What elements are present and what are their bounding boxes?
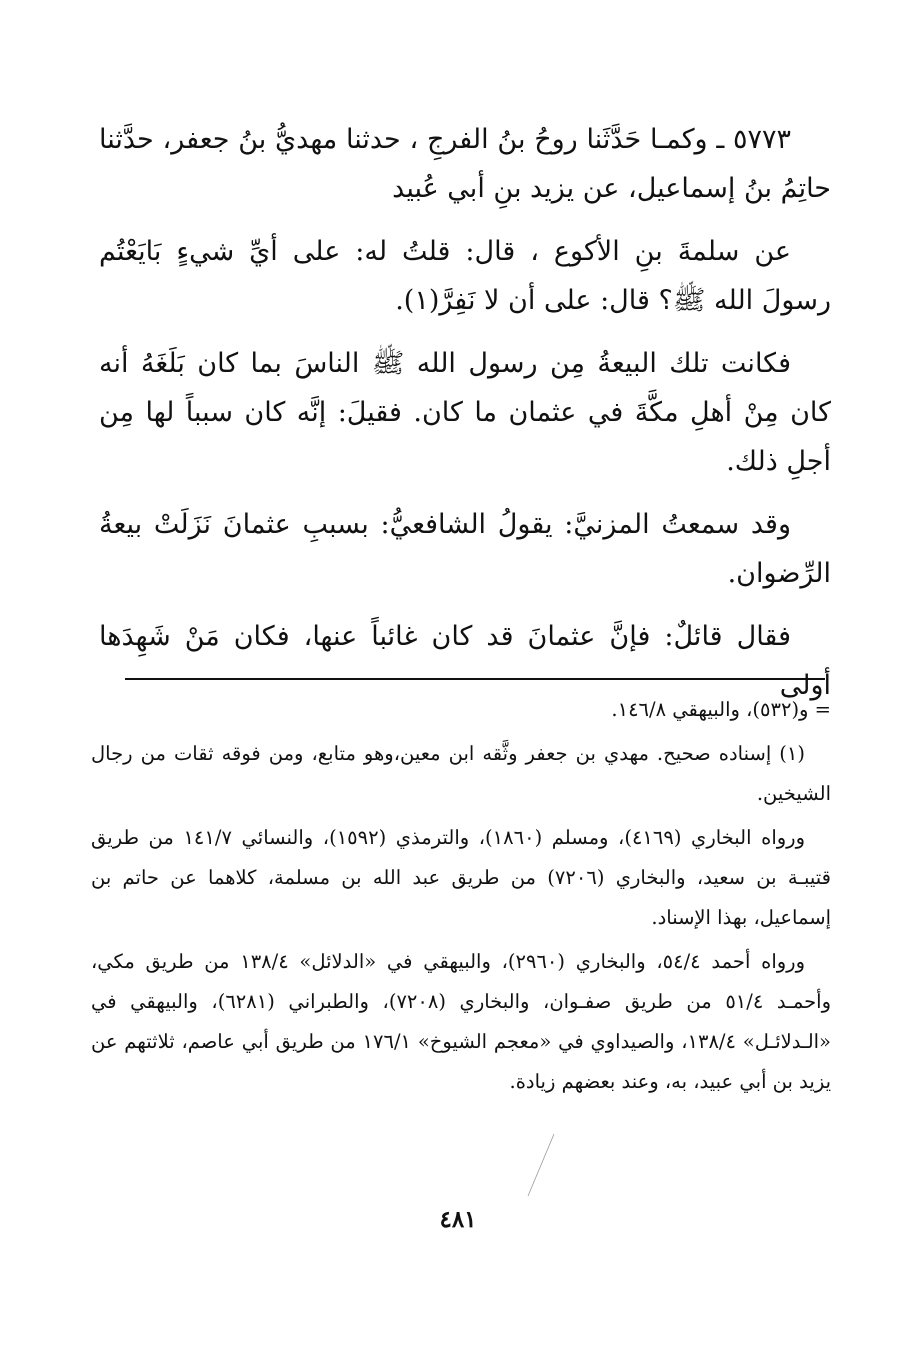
commentary-paragraph-3: فقال قائلٌ: فإنَّ عثمانَ قد كان غائباً عنها، فكان مَنْ شَهِدَها أولى [99,621,831,701]
scan-scratch-mark [520,1130,560,1200]
footnote-1-takhrij-b: ورواه أحمد ٥٤/٤، والبخاري (٢٩٦٠)، والبيهقي في «الدلائل» ١٣٨/٤ من طريق مكي، وأحمـد ٥١/٤ من طريق صفـوان، والبخاري (٧٢٠٨)، والطبراني (٦٢٨١)، والبيهقي في «الـدلائـل» ١٣٨/٤، والصيداوي في «معجم الشيوخ» ١٧٦/١ من طريق أبي عاصم، ثلاثتهم عن يزيد بن أبي عبيد، به، وعند بعضهم زيادة. [91,950,832,1093]
main-text-body [99,115,831,724]
footnote-1-takhrij-a: ورواه البخاري (٤١٦٩)، ومسلم (١٨٦٠)، والترمذي (١٥٩٢)، والنسائي ١٤١/٧ من طريق قتيبـة بن سعيد، والبخاري (٧٢٠٦) من طريق عبد الله بن مسلمة، كلاهما عن حاتم بن إسماعيل، بهذا الإسناد. [91,826,831,929]
hadith-paragraph-continuation: عن سلمةَ بنِ الأكوع ، قال: قلتُ له: على أيِّ شيءٍ بَايَعْتُم رسولَ الله ﷺ؟ قال: على أن لا نَفِرَّ(١). [99,236,831,316]
footnotes-section [91,690,831,1106]
footnote-continuation: = و(٥٣٢)، والبيهقي ١٤٦/٨. [611,698,831,721]
commentary-paragraph-1: فكانت تلك البيعةُ مِن رسول الله ﷺ الناسَ بما كان بَلَغَهُ أنه كان مِنْ أهلِ مكَّةَ في عثمان ما كان. فقيلَ: إنَّه كان سبباً لها مِن أجلِ ذلك. [99,348,831,477]
footnote-1: (١) إسناده صحيح. مهدي بن جعفر وثَّقه ابن معين،وهو متابع، ومن فوقه ثقات من رجال الشيخين. [91,742,831,805]
page-number: ٤٨١ [439,1206,477,1233]
footnote-divider [125,678,825,680]
commentary-paragraph-2: وقد سمعتُ المزنيَّ: يقولُ الشافعيُّ: بسببِ عثمانَ نَزَلَتْ بيعةُ الرِّضوان. [99,509,831,589]
hadith-paragraph-5773: ٥٧٧٣ ـ وكمـا حَدَّثَنا روحُ بنُ الفرجِ ، حدثنا مهديُّ بنُ جعفر، حدَّثنا حاتِمُ بنُ إسماعيل، عن يزيد بنِ أبي عُبيد [99,124,831,204]
